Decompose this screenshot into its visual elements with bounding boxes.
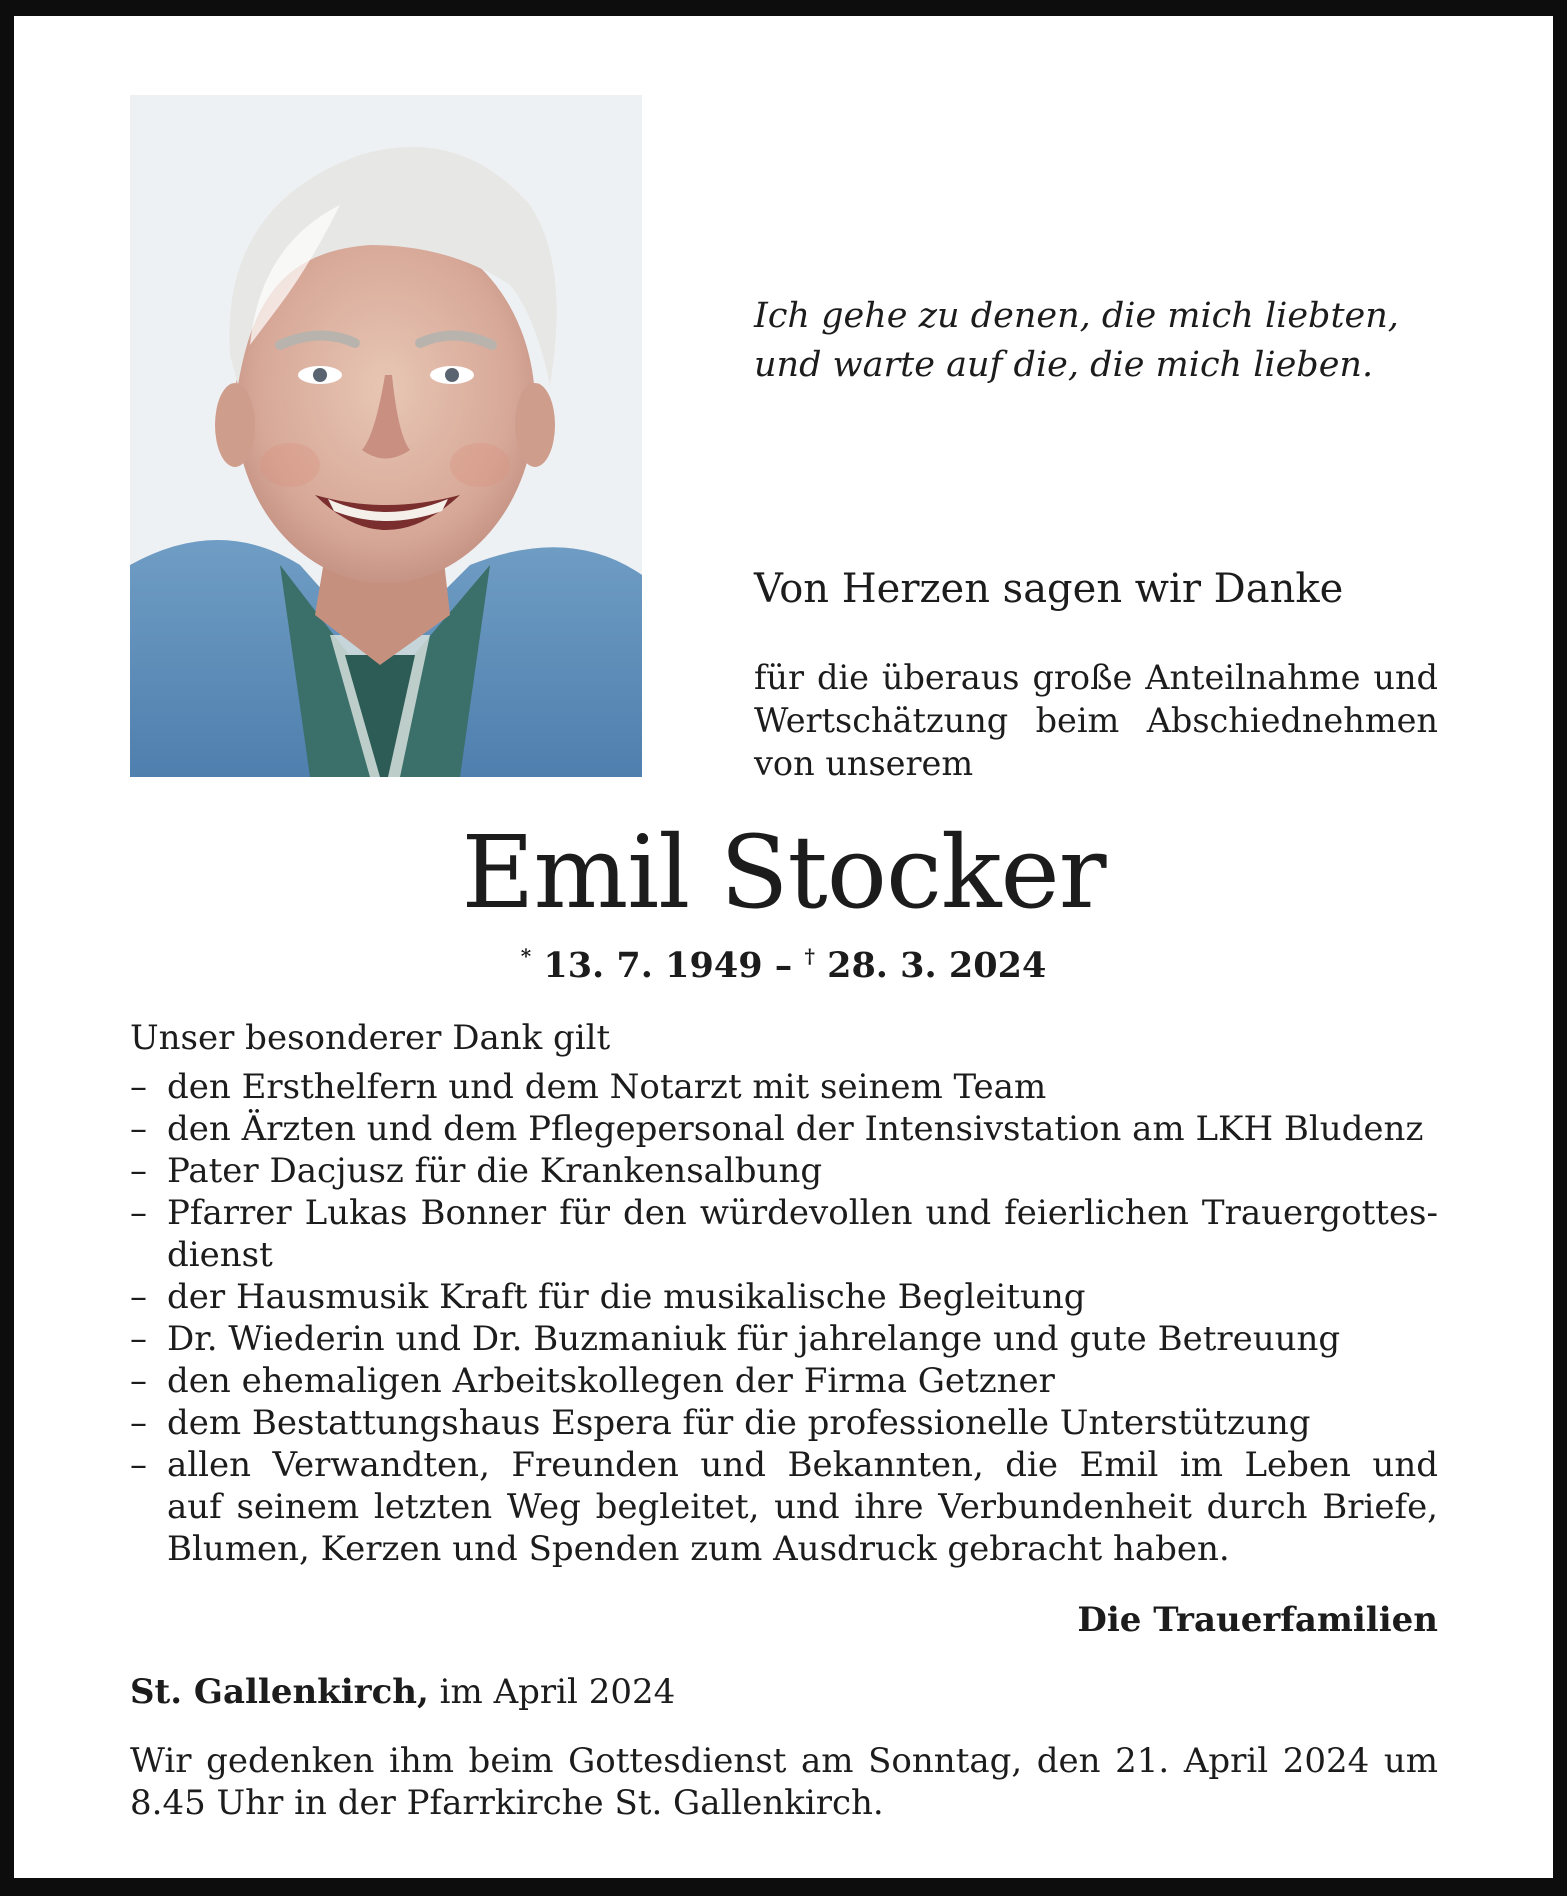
acknowledgement-line: den ehemaligen Arbeitskollegen der Firma Getzner: [167, 1361, 1055, 1401]
life-dates: [0, 944, 1567, 986]
place-town: St. Gallenkirch,: [130, 1672, 429, 1712]
acknowledgement-item: [130, 1108, 1438, 1150]
birth-date: 13. 7. 1949: [543, 945, 763, 986]
acknowledgements-list: [130, 1066, 1438, 1570]
acknowledgement-item: [130, 1318, 1438, 1360]
service-line-2: 8.45 Uhr in der Pfarrkirche St. Gallenkirch.: [130, 1783, 884, 1823]
acknowledgement-item: [130, 1276, 1438, 1318]
acknowledgement-line: dem Bestattungshaus Espera für die professionelle Unterstützung: [167, 1403, 1311, 1443]
list-dash: –: [130, 1361, 147, 1401]
acknowledgement-line: auf seinem letzten Weg begleitet, und ihre Verbundenheit durch Briefe,: [167, 1487, 1438, 1527]
list-dash: –: [130, 1319, 147, 1359]
list-dash: –: [130, 1277, 147, 1317]
acknowledgement-line: Pfarrer Lukas Bonner für den würdevollen und feierlichen Trauergottes-: [167, 1193, 1438, 1233]
acknowledgement-item: [130, 1066, 1438, 1108]
list-dash: –: [130, 1151, 147, 1191]
list-dash: –: [130, 1067, 147, 1107]
acknowledgement-line: dienst: [167, 1235, 273, 1275]
acknowledgement-item: [130, 1402, 1438, 1444]
portrait-photo: [130, 95, 642, 777]
deceased-name: Emil Stocker: [461, 814, 1106, 931]
acknowledgement-line: Pater Dacjusz für die Krankensalbung: [167, 1151, 823, 1191]
acknowledgement-line: Blumen, Kerzen und Spenden zum Ausdruck gebracht haben.: [167, 1529, 1230, 1569]
acknowledgement-item: [130, 1360, 1438, 1402]
place-date: im April 2024: [439, 1672, 676, 1712]
death-symbol: †: [804, 944, 815, 968]
acknowledgement-line: der Hausmusik Kraft für die musikalische Begleitung: [167, 1277, 1086, 1317]
acknowledgement-item: [130, 1192, 1438, 1276]
list-dash: –: [130, 1403, 147, 1443]
death-date: 28. 3. 2024: [827, 945, 1047, 986]
thanks-line-3: von unserem: [754, 744, 974, 783]
list-dash: –: [130, 1109, 147, 1149]
acknowledgement-line: den Ärzten und dem Pflegepersonal der Intensivstation am LKH Bludenz: [167, 1109, 1424, 1149]
motto-line-2: und warte auf die, die mich lieben.: [754, 345, 1374, 385]
acknowledgements-intro: Unser besonderer Dank gilt: [130, 1018, 611, 1058]
motto-quote: [754, 292, 1454, 390]
acknowledgement-item: [130, 1150, 1438, 1192]
thanks-heading: Von Herzen sagen wir Danke: [754, 566, 1344, 612]
acknowledgement-line: Dr. Wiederin und Dr. Buzmaniuk für jahrelange und gute Betreuung: [167, 1319, 1341, 1359]
service-line-1: Wir gedenken ihm beim Gottesdienst am Sonntag, den 21. April 2024 um: [130, 1741, 1438, 1781]
date-separator: –: [774, 945, 793, 986]
thanks-paragraph: [754, 656, 1438, 785]
signature: Die Trauerfamilien: [1077, 1600, 1438, 1640]
memorial-service-note: [130, 1740, 1438, 1824]
list-dash: –: [130, 1445, 147, 1485]
acknowledgement-item: [130, 1444, 1438, 1570]
acknowledgement-line: den Ersthelfern und dem Notarzt mit seinem Team: [167, 1067, 1047, 1107]
thanks-line-2: Wertschätzung beim Abschiednehmen: [754, 701, 1438, 740]
birth-symbol: *: [520, 944, 532, 968]
acknowledgement-line: allen Verwandten, Freunden und Bekannten, die Emil im Leben und: [167, 1445, 1438, 1485]
place-date-line: [130, 1672, 675, 1712]
list-dash: –: [130, 1193, 147, 1233]
thanks-line-1: für die überaus große Anteilnahme und: [754, 658, 1438, 697]
motto-line-1: Ich gehe zu denen, die mich liebten,: [754, 296, 1399, 336]
